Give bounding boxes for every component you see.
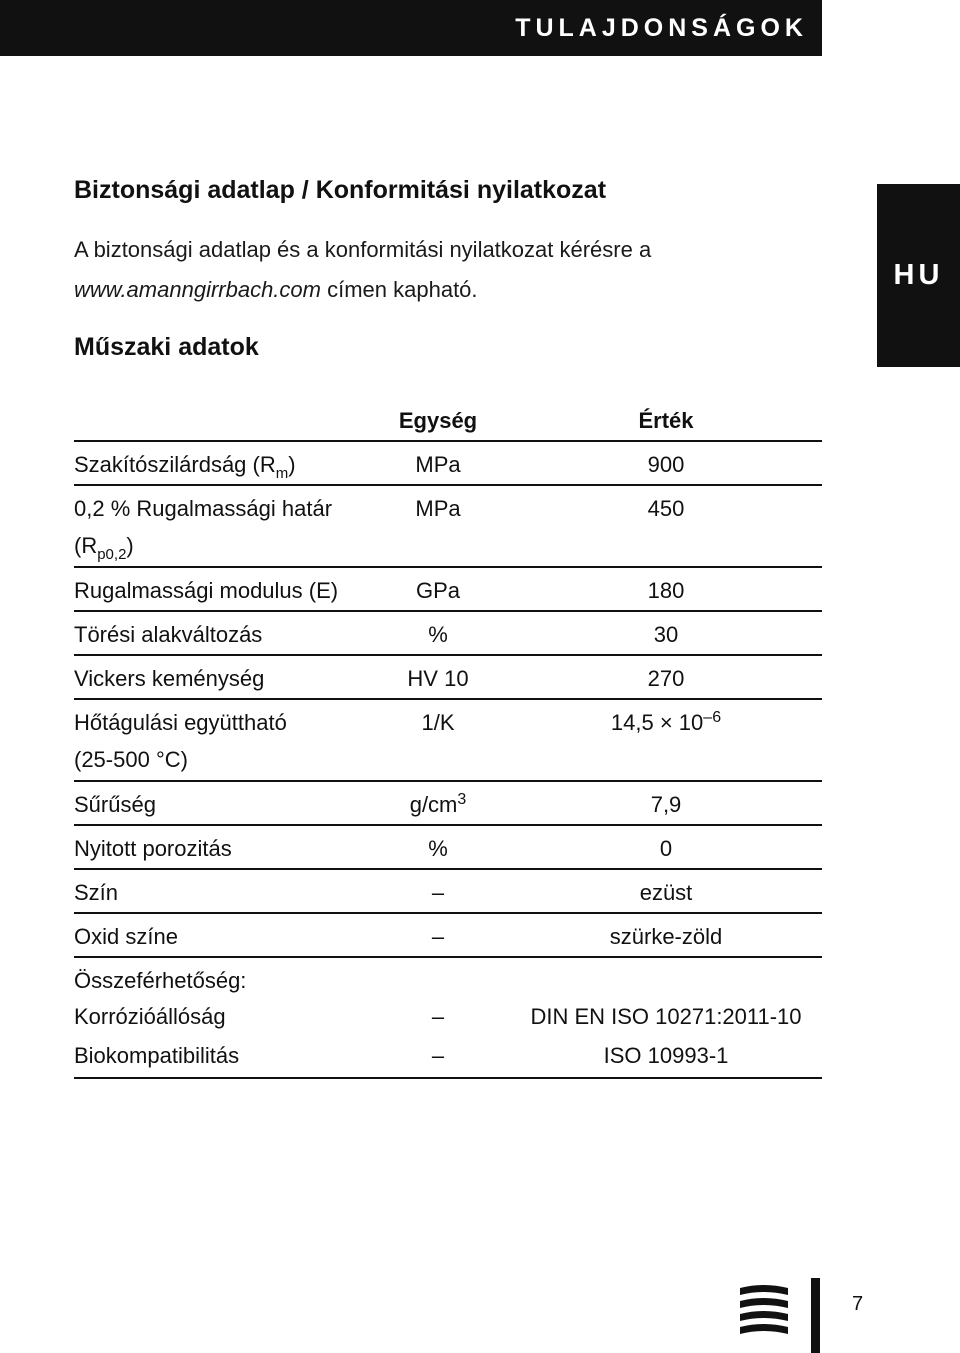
- table-row: [74, 1037, 822, 1079]
- property-value: ezüst: [639, 880, 693, 905]
- footer-divider: [811, 1278, 820, 1353]
- table-row: [74, 870, 822, 914]
- property-value: 30: [653, 622, 679, 647]
- property-unit: MPa: [415, 496, 461, 521]
- property-name: Korrózióállóság: [74, 1004, 226, 1029]
- property-value: 7,9: [650, 792, 682, 817]
- technical-data-heading: Műszaki adatok: [74, 333, 259, 361]
- website-link[interactable]: www.amanngirrbach.com: [74, 277, 321, 302]
- property-value: 0: [659, 836, 673, 861]
- property-name-line2: (25-500 °C): [74, 747, 188, 772]
- property-unit: 1/K: [421, 710, 455, 735]
- technical-data-table: [74, 398, 822, 1079]
- unit-column-header: Egység: [398, 408, 478, 433]
- property-unit: GPa: [415, 578, 461, 603]
- compatibility-group-heading: [74, 958, 822, 998]
- property-name: Vickers keménység: [74, 666, 265, 691]
- property-unit: –: [431, 1043, 445, 1068]
- language-tab-label: HU: [893, 259, 944, 291]
- table-row: [74, 700, 822, 782]
- table-row: [74, 612, 822, 656]
- table-row: [74, 442, 822, 486]
- safety-datasheet-heading: Biztonsági adatlap / Konformitási nyilatkozat: [74, 176, 607, 204]
- property-unit: –: [431, 1004, 445, 1029]
- property-value: 270: [647, 666, 685, 691]
- property-name: Hőtágulási együttható: [74, 710, 287, 735]
- safety-text-part2: címen kapható.: [327, 277, 478, 302]
- property-unit: MPa: [415, 452, 461, 477]
- property-name: Rugalmassági modulus (E): [74, 578, 339, 603]
- safety-datasheet-text: [74, 230, 834, 310]
- property-name: Szakítószilárdság $(R_m)$: [74, 452, 296, 482]
- table-row: [74, 656, 822, 700]
- property-name: Nyitott porozitás: [74, 836, 232, 861]
- group-title: Összeférhetőség:: [74, 968, 247, 993]
- property-unit: %: [428, 622, 448, 647]
- header-title: TULAJDONSÁGOK: [515, 13, 808, 42]
- property-name: Biokompatibilitás: [74, 1043, 240, 1068]
- table-header-row: [74, 398, 822, 442]
- property-name: 0,2 % Rugalmassági határ: [74, 496, 333, 521]
- table-row: [74, 782, 822, 826]
- property-name-line2: $(R_{p0,2})$: [74, 533, 134, 563]
- table-row: [74, 486, 822, 568]
- page-header-bar: [0, 0, 822, 56]
- stacked-lines-logo-icon: [738, 1284, 790, 1336]
- property-unit: –: [431, 880, 445, 905]
- property-value: $14,5 \times 10^{-6}$: [610, 709, 722, 735]
- property-name: Törési alakváltozás: [74, 622, 263, 647]
- property-value: szürke-zöld: [609, 924, 723, 949]
- page-number: 7: [852, 1293, 864, 1315]
- property-name: Sűrűség: [74, 792, 156, 817]
- property-unit: $g/cm^3$: [409, 791, 467, 817]
- language-tab: [877, 184, 960, 367]
- property-name: Szín: [74, 880, 119, 905]
- value-column-header: Érték: [638, 408, 694, 433]
- property-name: Oxid színe: [74, 924, 178, 949]
- property-value: DIN EN ISO 10271:2011-10: [530, 1004, 802, 1029]
- safety-text-part1: A biztonsági adatlap és a konformitási nyilatkozat kérésre a: [74, 237, 652, 262]
- table-row: [74, 826, 822, 870]
- property-value: ISO 10993-1: [603, 1043, 729, 1068]
- property-value: 180: [647, 578, 685, 603]
- property-value: 450: [647, 496, 685, 521]
- property-unit: %: [428, 836, 448, 861]
- table-row: [74, 914, 822, 958]
- property-value: 900: [647, 452, 685, 477]
- table-row: [74, 998, 822, 1037]
- property-unit: –: [431, 924, 445, 949]
- property-unit: HV 10: [407, 666, 469, 691]
- table-row: [74, 568, 822, 612]
